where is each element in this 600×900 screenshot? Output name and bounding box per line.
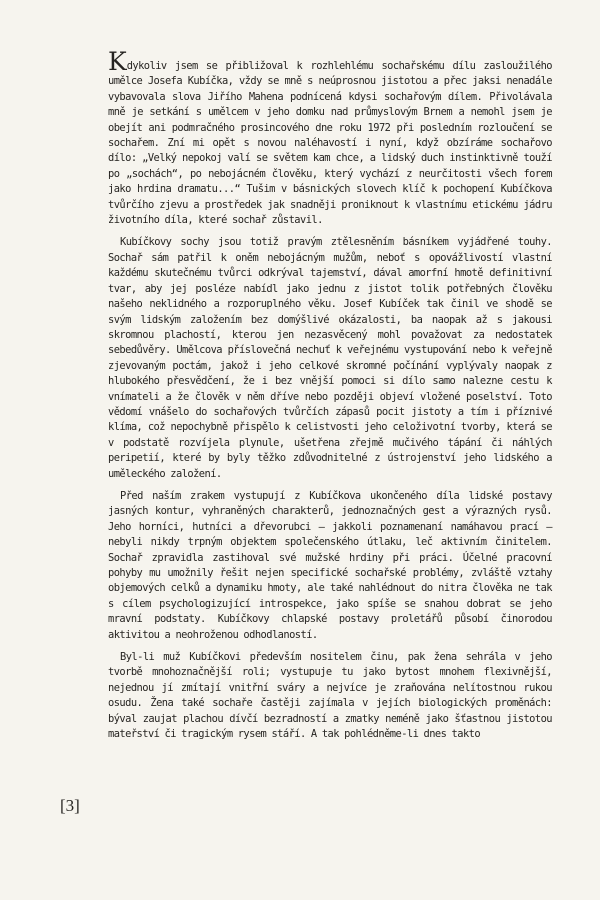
paragraph-2: Kubíčkovy sochy jsou totiž pravým ztělesněním básníkem vyjádřené touhy. Sochař sám patřil k oněm nebojácným mužům, neboť s opovážlivostí vlastní každému skutečnému tvůrci odkrýval tajemství, dával amorfní hmotě definitivní tvar, aby jej posléze nabídl jako jednu z jistot tolik potřebných člověku našeho neklidného a rozporuplného věku. Josef Kubíček tak činil ve shodě se svým lidským založením bez domýšlivé okázalosti, ba naopak až s jakousi skromnou plachostí, kterou jen nezasvěcený mohl považovat za nedostatek sebedůvěry. Umělcova příslovečná nechuť k veřejnému vystupování nebo k veřejně zjevovaným poctám, jakož i jeho celkové skromné počínání vyplývaly naopak z hlubokého přesvědčení, že i bez vnější pomoci si dílo samo nalezne cestu k vnímateli a že člověk v něm dříve nebo později objeví vložené poselství. Toto vědomí vnášelo do sochařových tvůrčích zápasů pocit jistoty a tím i příznivé klíma, což nepochybně přispělo k celistvosti jeho celoživotní tvorby, která se v podstatě rozvíjela plynule, ušetřena zřejmě mučivého tápání či náhlých peripetií, které by byly těžko zdůvodnitelné z ústrojenství jeho lidského a uměleckého založení. xyxy=(108,236,552,480)
initial-letter: K xyxy=(108,47,127,76)
article-body xyxy=(108,47,552,749)
paragraph-4: Byl-li muž Kubíčkovi především nositelem činu, pak žena sehrála v jeho tvorbě mnohoznačnější roli; vystupuje tu jako bytost mnohem flexivnější, nejednou jí zmítají vnitřní sváry a nejvíce je zraňována nelítostnou rukou osudu. Žena také sochaře častěji zajímala v jejích biologických proměnách: býval zaujat plachou dívčí bezradností a zmatky neméně jako šťastnou jistotou mateřství či tragickým rysem stáří. A tak pohlédněme-li dnes takto xyxy=(108,651,552,741)
paragraph-1 xyxy=(108,47,552,228)
paragraph-1-text: dykoliv jsem se přibližoval k rozhlehlému sochařskému dílu zasloužilého umělce Josefa Kubíčka, vždy se mně s neúprosnou jistotou a přec jaksi nenadále vybavovala slova Jiřího Mahena podnícená kdysi sochařovým dílem. Přivolávala mně je setkání s umělcem v jeho domku nad průmyslovým Brnem a nemohl jsem je obejít ani podmračného prosincového dne roku 1972 při posledním rozloučení se sochařem. Zní mi opět s novou naléhavostí i nyní, když obzíráme sochařovo dílo: „Velký nepokoj valí se světem kam chce, a lidský duch instinktivně touží po „sochách“, po nebojácném člověku, který vychází z neurčitosti všech forem jako hrdina dramatu...“ Tušim v básnických slovech klíč k pochopení Kubíčkova tvůrčího zjevu a prostředek jak snadněji proniknout k vlastnímu etickému jádru životního díla, které sochař zůstavil. xyxy=(108,60,552,227)
page-number: [3] xyxy=(60,796,80,815)
paragraph-3: Před naším zrakem vystupují z Kubíčkova ukončeného díla lidské postavy jasných kontur, vyhraněných charakterů, jednoznačných gest a výrazných rysů. Jeho horníci, hutníci a dřevorubci — jakkoli poznamenaní namáhavou prací — nebyli nikdy trpným objektem společenského útlaku, leč aktivním činitelem. Sochař zpravidla zastihoval své mužské hrdiny při práci. Účelné pracovní pohyby mu umožnily řešit nejen specifické sochařské problémy, zvláště vztahy objemových celků a dynamiku hmoty, ale také nahlédnout do nitra člověka ne tak s cílem psychologizující introspekce, jako spíše se snahou dobrat se jeho mravní podstaty. Kubíčkovy chlapské postavy proletářů působí činorodou aktivitou a neohroženou odhodlaností. xyxy=(108,489,552,641)
